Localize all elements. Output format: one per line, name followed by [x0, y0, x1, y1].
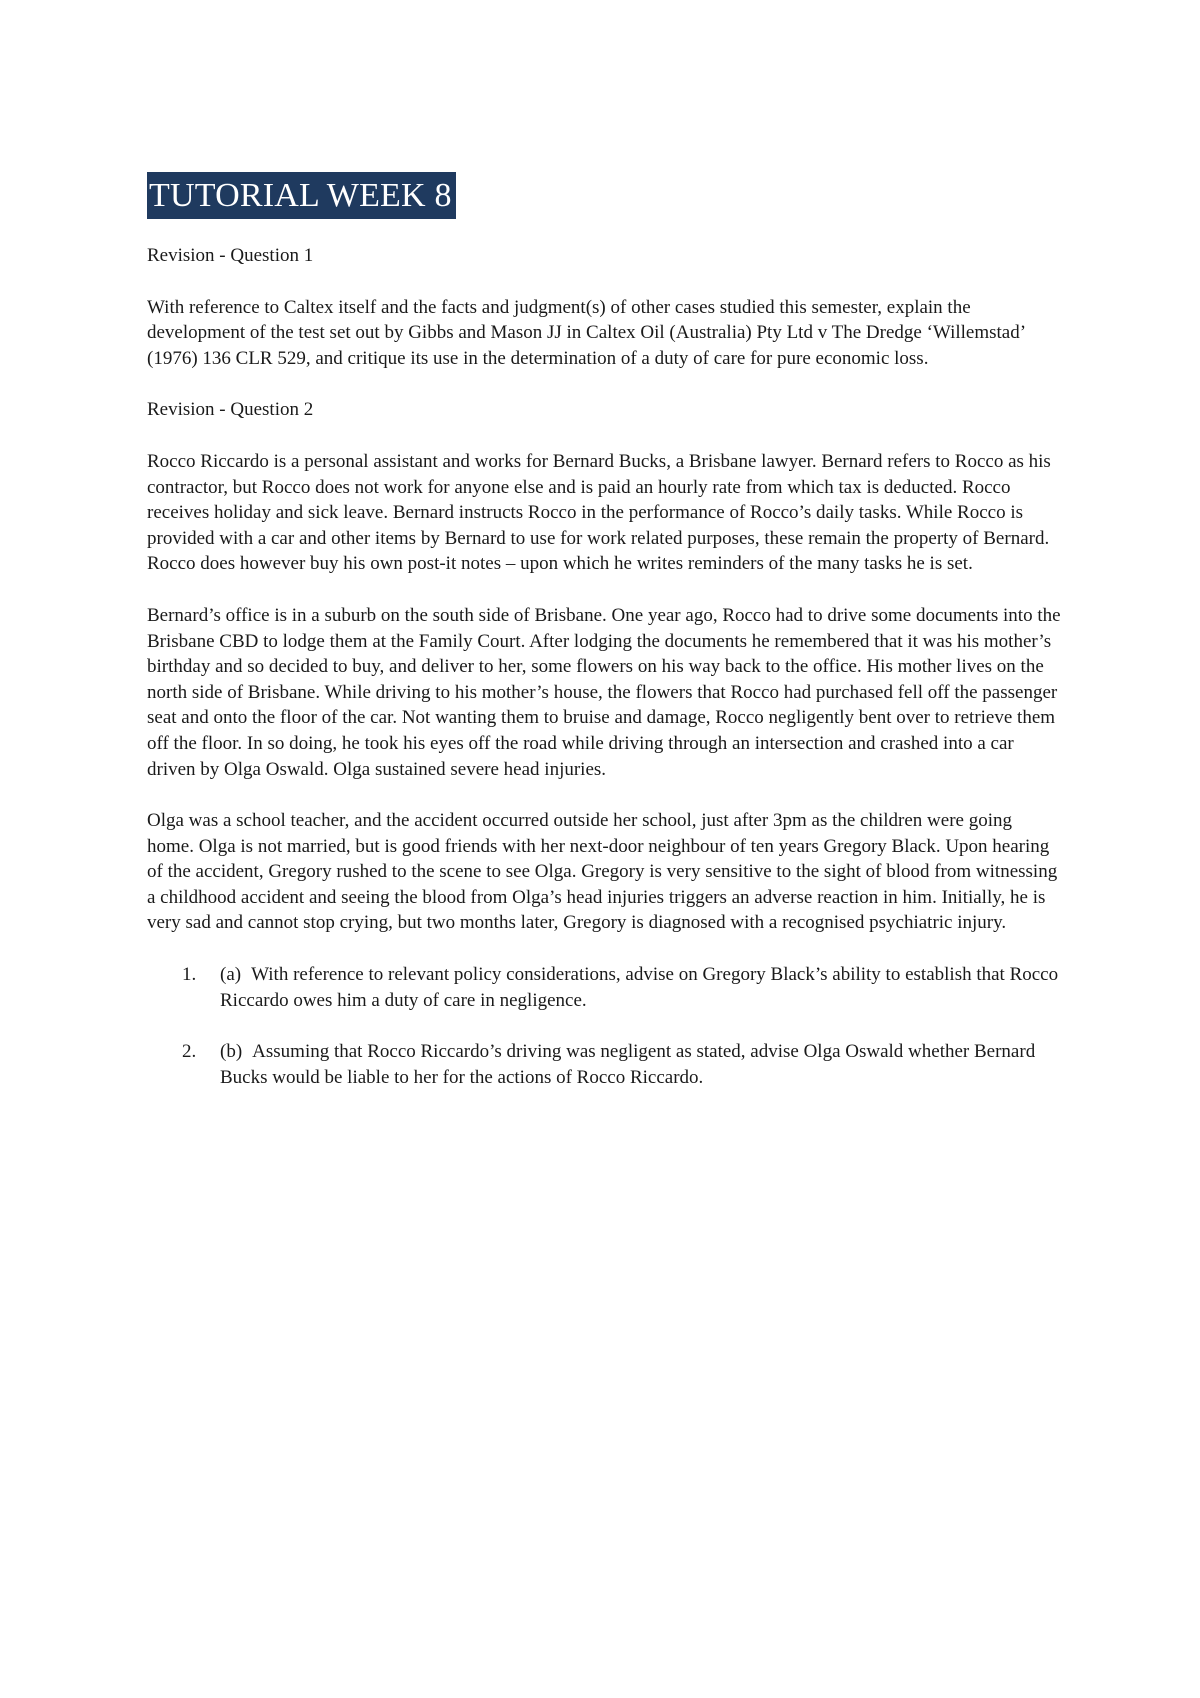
title-block	[147, 172, 1062, 219]
page-title: TUTORIAL WEEK 8	[147, 172, 456, 219]
list-item-text: Assuming that Rocco Riccardo’s driving was negligent as stated, advise Olga Oswald whether Bernard Bucks would be liable to her for the actions of Rocco Riccardo.	[220, 1041, 1036, 1088]
list-item-number: 2.	[182, 1041, 197, 1063]
question-1-text: With reference to Caltex itself and the facts and judgment(s) of other cases studied this semester, explain the development of the test set out by Gibbs and Mason JJ in Caltex Oil (Australia) Pty Ltd v The Dredge ‘Willemstad’ (1976) 136 CLR 529, and critique its use in the determination of a duty of care for pure economic loss.	[147, 296, 1025, 369]
document-content	[147, 172, 1062, 1116]
list-item-body	[220, 962, 1062, 1013]
list-item-text: With reference to relevant policy considerations, advise on Gregory Black’s ability to establish that Rocco Riccardo owes him a duty of care in negligence.	[220, 964, 1059, 1011]
question-2-paragraph-1: Rocco Riccardo is a personal assistant and works for Bernard Bucks, a Brisbane lawyer. Bernard refers to Rocco as his contractor, but Rocco does not work for anyone else and is paid an hourly rate from which tax is deducted. Rocco receives holiday and sick leave. Bernard instructs Rocco in the performance of Rocco’s daily tasks. While Rocco is provided with a car and other items by Bernard to use for work related purposes, these remain the property of Bernard. Rocco does however buy his own post-it notes – upon which he writes reminders of the many tasks he is set.	[147, 450, 1051, 575]
list-item-letter: (a)	[220, 964, 242, 986]
list-item-body	[220, 1039, 1062, 1090]
question-2-paragraph-3: Olga was a school teacher, and the accident occurred outside her school, just after 3pm as the children were going home. Olga is not married, but is good friends with her next-door neighbour of ten years Gregory Black. Upon hearing of the accident, Gregory rushed to the scene to see Olga. Gregory is very sensitive to the sight of blood from witnessing a childhood accident and seeing the blood from Olga’s head injuries triggers an adverse reaction in him. Initially, he is very sad and cannot stop crying, but two months later, Gregory is diagnosed with a recognised psychiatric injury.	[147, 810, 1058, 934]
list-item	[147, 962, 1062, 1013]
question-1-heading: Revision - Question 1	[147, 245, 314, 266]
list-item-number: 1.	[182, 964, 197, 986]
question-2-heading: Revision - Question 2	[147, 399, 314, 421]
task-list	[147, 962, 1062, 1090]
list-item-letter: (b)	[220, 1041, 243, 1063]
list-item	[147, 1039, 1062, 1090]
question-2-paragraph-2: Bernard’s office is in a suburb on the south side of Brisbane. One year ago, Rocco had to drive some documents into the Brisbane CBD to lodge them at the Family Court. After lodging the documents he remembered that it was his mother’s birthday and so decided to buy, and deliver to her, some flowers on his way back to the office. His mother lives on the north side of Brisbane. While driving to his mother’s house, the flowers that Rocco had purchased fell off the passenger seat and onto the floor of the car. Not wanting them to bruise and damage, Rocco negligently bent over to retrieve them off the floor. In so doing, he took his eyes off the road while driving through an intersection and crashed into a car driven by Olga Oswald. Olga sustained severe head injuries.	[147, 604, 1061, 780]
